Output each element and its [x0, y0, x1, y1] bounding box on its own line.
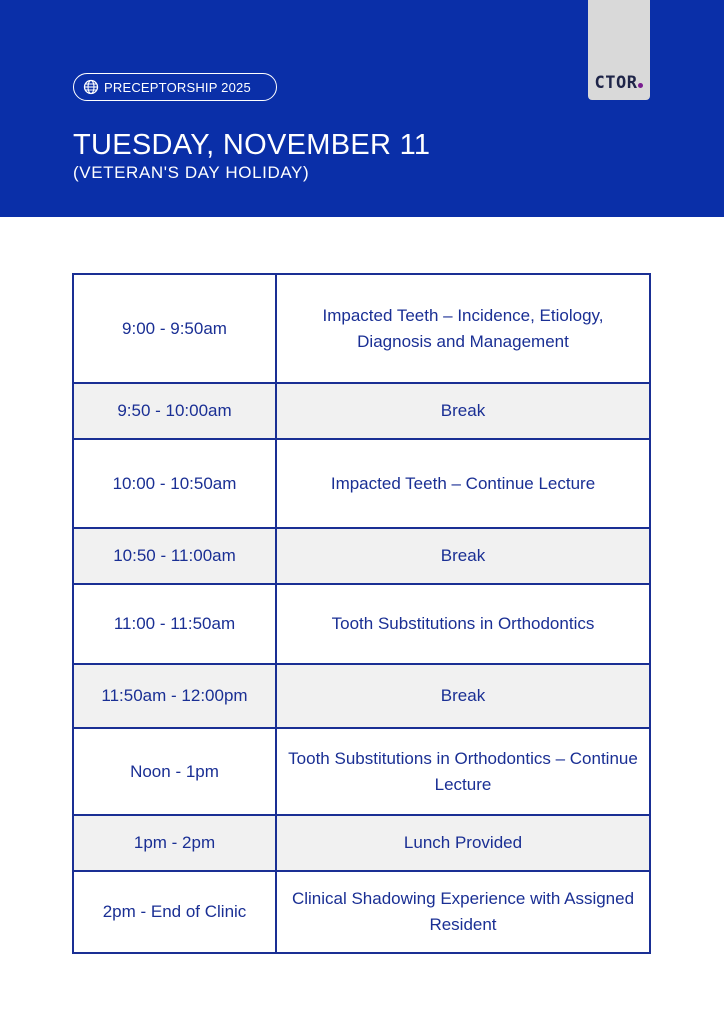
schedule-table: [72, 273, 651, 954]
table-row: [73, 871, 650, 953]
table-row: [73, 664, 650, 728]
activity-cell: Tooth Substitutions in Orthodontics – Continue Lecture: [276, 728, 650, 815]
time-cell: 2pm - End of Clinic: [73, 871, 276, 953]
time-cell: 10:00 - 10:50am: [73, 439, 276, 528]
page-title: TUESDAY, NOVEMBER 11: [73, 129, 431, 161]
logo-dot-icon: [638, 83, 643, 88]
badge-label: PRECEPTORSHIP 2025: [104, 79, 251, 95]
logo-text: CTOR: [594, 73, 638, 93]
table-row: [73, 584, 650, 664]
activity-cell: Tooth Substitutions in Orthodontics: [276, 584, 650, 664]
time-cell: Noon - 1pm: [73, 728, 276, 815]
time-cell: 9:50 - 10:00am: [73, 383, 276, 439]
table-row: [73, 274, 650, 383]
activity-cell: Clinical Shadowing Experience with Assigned Resident: [276, 871, 650, 953]
ctor-logo: [595, 73, 644, 93]
table-row: [73, 815, 650, 871]
activity-cell: Break: [276, 383, 650, 439]
activity-cell: Impacted Teeth – Continue Lecture: [276, 439, 650, 528]
logo-tab: [588, 0, 650, 100]
header-banner: [0, 0, 724, 217]
activity-cell: Break: [276, 528, 650, 584]
globe-icon: [83, 79, 99, 95]
preceptorship-badge: [73, 73, 277, 101]
table-row: [73, 528, 650, 584]
table-row: [73, 439, 650, 528]
time-cell: 1pm - 2pm: [73, 815, 276, 871]
page-subtitle: (VETERAN'S DAY HOLIDAY): [73, 163, 310, 182]
activity-cell: Break: [276, 664, 650, 728]
time-cell: 11:50am - 12:00pm: [73, 664, 276, 728]
table-row: [73, 728, 650, 815]
time-cell: 11:00 - 11:50am: [73, 584, 276, 664]
table-row: [73, 383, 650, 439]
activity-cell: Lunch Provided: [276, 815, 650, 871]
time-cell: 9:00 - 9:50am: [73, 274, 276, 383]
time-cell: 10:50 - 11:00am: [73, 528, 276, 584]
activity-cell: Impacted Teeth – Incidence, Etiology, Diagnosis and Management: [276, 274, 650, 383]
